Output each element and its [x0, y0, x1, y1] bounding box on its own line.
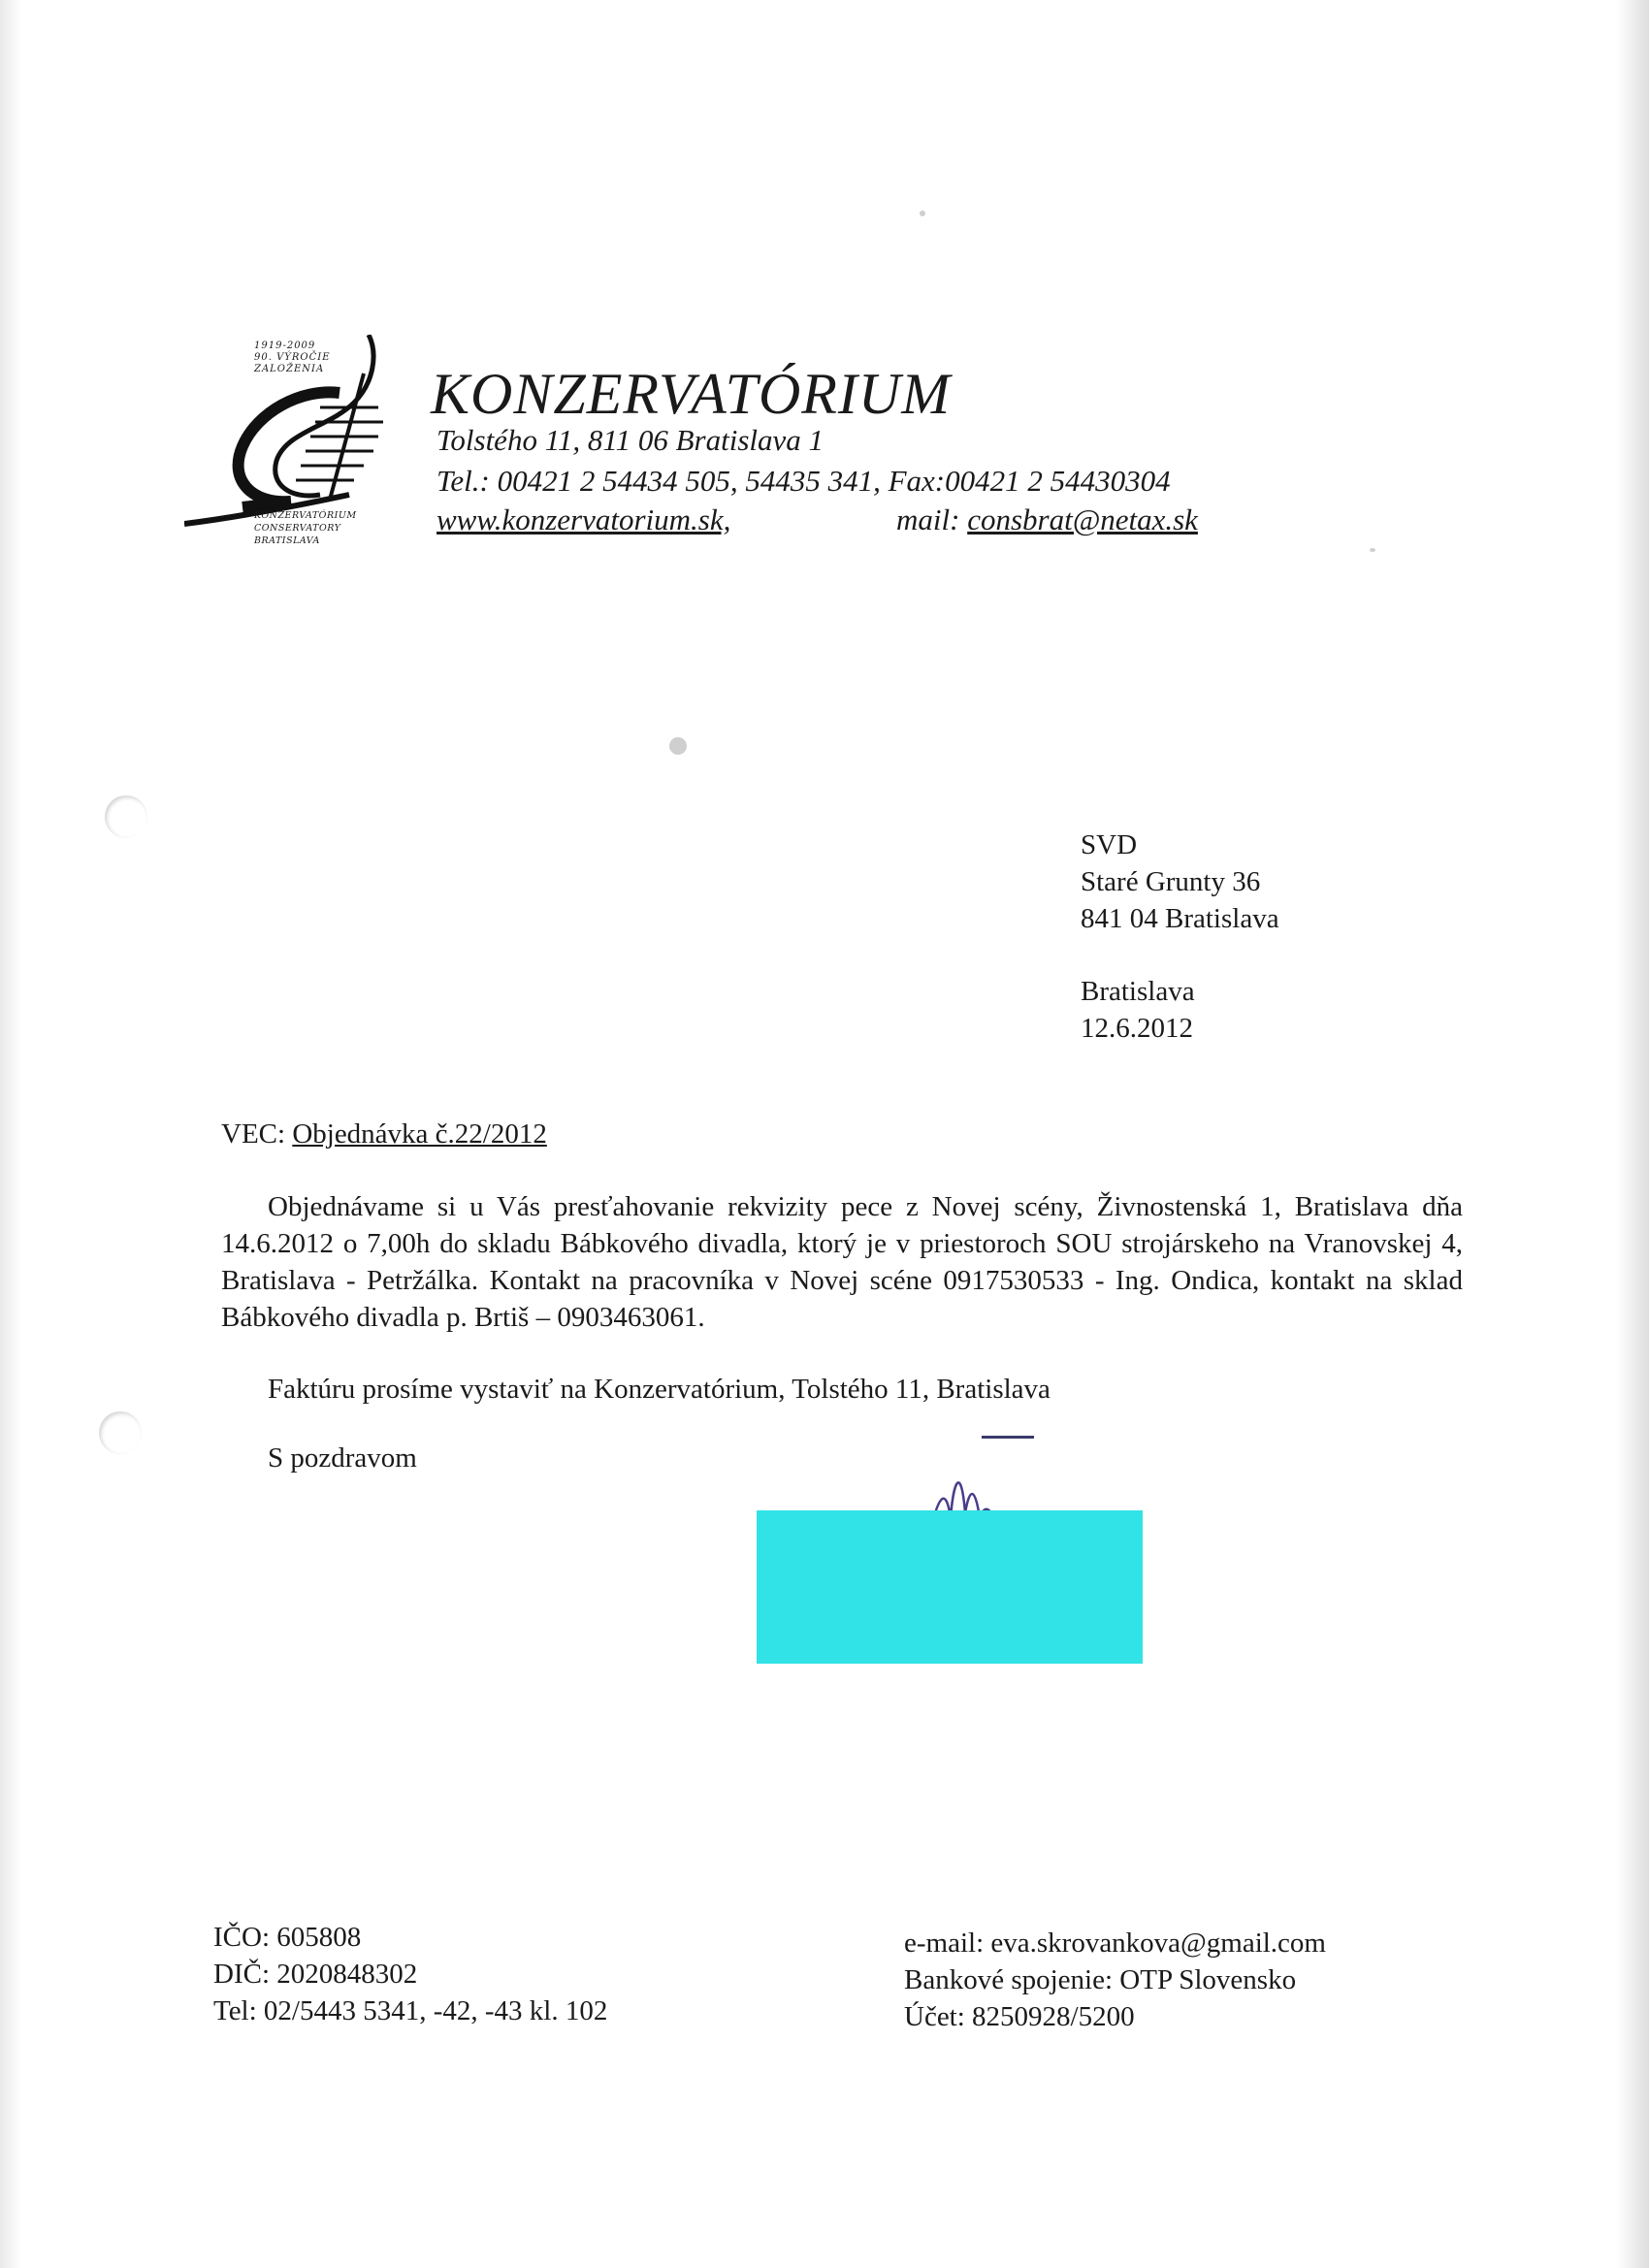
footer-email: e-mail: eva.skrovankova@gmail.com	[904, 1928, 1326, 1959]
logo-anniversary-1: 90. VÝROČIE	[254, 352, 331, 363]
place: Bratislava	[1081, 976, 1195, 1007]
signature-dash	[982, 1436, 1034, 1439]
footer-tel: Tel: 02/5443 5341, -42, -43 kl. 102	[213, 1995, 608, 2026]
footer-account: Účet: 8250928/5200	[904, 2001, 1135, 2032]
footer-dic: DIČ: 2020848302	[213, 1959, 418, 1990]
punch-hole-bottom	[99, 1411, 142, 1454]
recipient-line-3: 841 04 Bratislava	[1081, 903, 1279, 934]
punch-hole-top	[105, 795, 147, 838]
mail-label: mail:	[896, 502, 968, 536]
footer-bank: Bankové spojenie: OTP Slovensko	[904, 1964, 1297, 1995]
organization-address: Tolstého 11, 811 06 Bratislava 1	[436, 423, 824, 457]
logo-anniversary-2: ZALOŽENIA	[254, 364, 325, 374]
paper-speck	[920, 211, 925, 216]
logo-caption-1: KONZERVATÓRIUM	[254, 510, 357, 521]
page-right-edge	[1616, 0, 1649, 2268]
mail-link[interactable]: consbrat@netax.sk	[967, 502, 1198, 536]
subject-label: VEC:	[221, 1118, 293, 1150]
paper-speck	[1370, 548, 1375, 552]
logo-caption	[254, 509, 357, 547]
recipient-line-2: Staré Grunty 36	[1081, 866, 1261, 897]
organization-name: KONZERVATÓRIUM	[431, 362, 952, 426]
closing: S pozdravom	[268, 1442, 417, 1474]
logo-years-text: 1919-2009	[254, 340, 316, 351]
body-paragraph-1: Objednávame si u Vás presťahovanie rekvizity pece z Novej scény, Živnostenská 1, Bratislava dňa 14.6.2012 o 7,00h do skladu Bábkového divadla, ktorý je v priestoroch SOU strojárskeho na Vranovskej 4, Bratislava - Petržálka. Kontakt na pracovníka v Novej scéne 0917530533 - Ing. Ondica, kontakt na sklad Bábkového divadla p. Brtiš – 0903463061.	[221, 1191, 1463, 1333]
logo-caption-3: BRATISLAVA	[254, 535, 320, 546]
organization-phone: Tel.: 00421 2 54434 505, 54435 341, Fax:00421 2 54430304	[436, 464, 1171, 498]
logo-caption-2: CONSERVATORY	[254, 523, 341, 534]
footer-ico: IČO: 605808	[213, 1922, 362, 1953]
paper-speck	[669, 737, 687, 755]
body-paragraph-2: Faktúru prosíme vystaviť na Konzervatórium, Tolstého 11, Bratislava	[268, 1374, 1051, 1405]
organization-web-link[interactable]: www.konzervatorium.sk,	[436, 502, 731, 536]
date: 12.6.2012	[1081, 1013, 1193, 1044]
logo-years	[254, 340, 331, 375]
organization-mail	[896, 502, 1198, 537]
recipient-line-1: SVD	[1081, 829, 1138, 860]
redaction-box	[757, 1510, 1143, 1664]
page-left-edge	[0, 0, 21, 2268]
subject-line	[221, 1116, 547, 1152]
subject-text: Objednávka č.22/2012	[292, 1118, 547, 1150]
conservatory-logo	[184, 335, 407, 563]
